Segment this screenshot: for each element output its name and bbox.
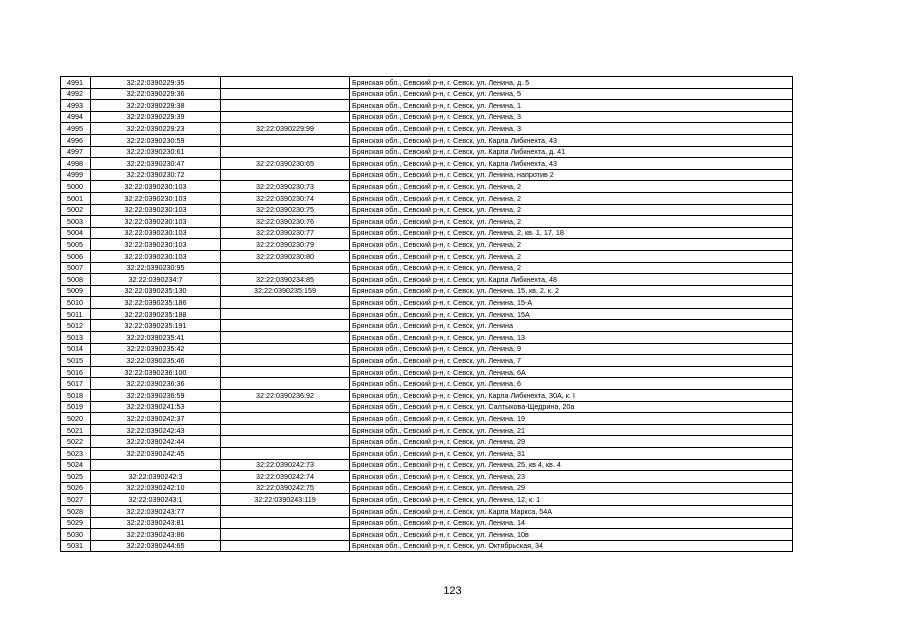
cadastral-number-cell: 32:22:0390229:39 bbox=[91, 111, 221, 123]
address-cell: Брянская обл., Севский р-н, г. Севск, ул. Карла Маркса, 54А bbox=[350, 505, 793, 517]
row-number-cell: 5020 bbox=[61, 413, 91, 425]
cadastral-number-cell: 32:22:0390243:86 bbox=[91, 529, 221, 541]
address-cell: Брянская обл., Севский р-н, г. Севск, ул. Ленина, 9 bbox=[350, 343, 793, 355]
table-row bbox=[61, 343, 793, 355]
row-number-cell: 4995 bbox=[61, 123, 91, 135]
row-number-cell: 4999 bbox=[61, 169, 91, 181]
related-cadastral-number-cell bbox=[221, 413, 350, 425]
table-row bbox=[61, 216, 793, 228]
table-row bbox=[61, 320, 793, 332]
row-number-cell: 5022 bbox=[61, 436, 91, 448]
table-row bbox=[61, 482, 793, 494]
address-cell: Брянская обл., Севский р-н, г. Севск, ул. Ленина, 25, кв 4, кв. 4 bbox=[350, 459, 793, 471]
table-row bbox=[61, 146, 793, 158]
address-cell: Брянская обл., Севский р-н, г. Севск, ул. Ленина, 1 bbox=[350, 100, 793, 112]
row-number-cell: 5010 bbox=[61, 297, 91, 309]
cadastral-number-cell: 32:22:0390235:191 bbox=[91, 320, 221, 332]
row-number-cell: 5008 bbox=[61, 274, 91, 286]
address-cell: Брянская обл., Севский р-н, г. Севск, ул. Карла Либкнехта, 43 bbox=[350, 158, 793, 170]
row-number-cell: 5027 bbox=[61, 494, 91, 506]
row-number-cell: 5016 bbox=[61, 366, 91, 378]
row-number-cell: 5029 bbox=[61, 517, 91, 529]
cadastral-number-cell: 32:22:0390236:100 bbox=[91, 366, 221, 378]
row-number-cell: 5028 bbox=[61, 505, 91, 517]
address-cell: Брянская обл., Севский р-н, г. Севск, ул. Карла Либкнехта, 30А, к. I bbox=[350, 390, 793, 402]
table-row bbox=[61, 424, 793, 436]
row-number-cell: 5030 bbox=[61, 529, 91, 541]
related-cadastral-number-cell bbox=[221, 134, 350, 146]
table-row bbox=[61, 204, 793, 216]
address-cell: Брянская обл., Севский р-н, г. Севск, ул. Карла Либкнехта, д. 41 bbox=[350, 146, 793, 158]
related-cadastral-number-cell bbox=[221, 146, 350, 158]
row-number-cell: 4992 bbox=[61, 88, 91, 100]
table-row bbox=[61, 459, 793, 471]
address-cell: Брянская обл., Севский р-н, г. Севск, ул. Ленина, 23 bbox=[350, 471, 793, 483]
address-cell: Брянская обл., Севский р-н, г. Севск, ул. Салтыкова-Щедрина, 20а bbox=[350, 401, 793, 413]
row-number-cell: 5018 bbox=[61, 390, 91, 402]
row-number-cell: 5021 bbox=[61, 424, 91, 436]
row-number-cell: 5015 bbox=[61, 355, 91, 367]
table-row bbox=[61, 227, 793, 239]
table-row bbox=[61, 297, 793, 309]
related-cadastral-number-cell: 32:22:0390242:75 bbox=[221, 482, 350, 494]
related-cadastral-number-cell bbox=[221, 308, 350, 320]
row-number-cell: 5013 bbox=[61, 332, 91, 344]
related-cadastral-number-cell: 32:22:0390236:92 bbox=[221, 390, 350, 402]
related-cadastral-number-cell: 32:22:0390235:159 bbox=[221, 285, 350, 297]
related-cadastral-number-cell bbox=[221, 517, 350, 529]
row-number-cell: 5001 bbox=[61, 192, 91, 204]
related-cadastral-number-cell bbox=[221, 320, 350, 332]
address-cell: Брянская обл., Севский р-н, г. Севск, ул. Ленина, 2 bbox=[350, 216, 793, 228]
cadastral-number-cell: 32:22:0390242:43 bbox=[91, 424, 221, 436]
related-cadastral-number-cell bbox=[221, 436, 350, 448]
table-row bbox=[61, 181, 793, 193]
related-cadastral-number-cell bbox=[221, 529, 350, 541]
related-cadastral-number-cell: 32:22:0390229:99 bbox=[221, 123, 350, 135]
address-cell: Брянская обл., Севский р-н, г. Севск, ул. Ленина, 2 bbox=[350, 204, 793, 216]
address-cell: Брянская обл., Севский р-н, г. Севск, ул. Ленина, 19 bbox=[350, 413, 793, 425]
table-row bbox=[61, 390, 793, 402]
address-cell: Брянская обл., Севский р-н, г. Севск, ул. Ленина, 12, к. 1 bbox=[350, 494, 793, 506]
related-cadastral-number-cell bbox=[221, 424, 350, 436]
cadastral-number-cell: 32:22:0390235:130 bbox=[91, 285, 221, 297]
cadastral-number-cell: 32:22:0390229:36 bbox=[91, 88, 221, 100]
related-cadastral-number-cell bbox=[221, 169, 350, 181]
cadastral-number-cell: 32:22:0390230:59 bbox=[91, 134, 221, 146]
related-cadastral-number-cell: 32:22:0390242:73 bbox=[221, 459, 350, 471]
registry-table bbox=[60, 76, 793, 552]
row-number-cell: 5019 bbox=[61, 401, 91, 413]
table-row bbox=[61, 285, 793, 297]
cadastral-number-cell: 32:22:0390230:103 bbox=[91, 239, 221, 251]
cadastral-number-cell: 32:22:0390235:41 bbox=[91, 332, 221, 344]
table-row bbox=[61, 250, 793, 262]
row-number-cell: 5006 bbox=[61, 250, 91, 262]
related-cadastral-number-cell bbox=[221, 540, 350, 552]
table-row bbox=[61, 192, 793, 204]
address-cell: Брянская обл., Севский р-н, г. Севск, ул. Ленина, напротив 2 bbox=[350, 169, 793, 181]
cadastral-number-cell: 32:22:0390243:77 bbox=[91, 505, 221, 517]
row-number-cell: 5014 bbox=[61, 343, 91, 355]
cadastral-number-cell: 32:22:0390242:10 bbox=[91, 482, 221, 494]
table-row bbox=[61, 355, 793, 367]
cadastral-number-cell: 32:22:0390229:38 bbox=[91, 100, 221, 112]
cadastral-number-cell: 32:22:0390230:103 bbox=[91, 216, 221, 228]
row-number-cell: 5005 bbox=[61, 239, 91, 251]
cadastral-number-cell: 32:22:0390229:35 bbox=[91, 77, 221, 89]
address-cell: Брянская обл., Севский р-н, г. Севск, ул. Карла Либкнехта, 43 bbox=[350, 134, 793, 146]
address-cell: Брянская обл., Севский р-н, г. Севск, ул. Ленина, 13 bbox=[350, 332, 793, 344]
table-row bbox=[61, 540, 793, 552]
cadastral-number-cell: 32:22:0390230:103 bbox=[91, 204, 221, 216]
address-cell: Брянская обл., Севский р-н, г. Севск, ул. Ленина, 7 bbox=[350, 355, 793, 367]
address-cell: Брянская обл., Севский р-н, г. Севск, ул. Ленина, 3 bbox=[350, 123, 793, 135]
related-cadastral-number-cell: 32:22:0390230:79 bbox=[221, 239, 350, 251]
cadastral-number-cell: 32:22:0390230:47 bbox=[91, 158, 221, 170]
table-row bbox=[61, 308, 793, 320]
address-cell: Брянская обл., Севский р-н, г. Севск, ул. Ленина, д. 5 bbox=[350, 77, 793, 89]
address-cell: Брянская обл., Севский р-н, г. Севск, ул. Ленина, 6 bbox=[350, 378, 793, 390]
address-cell: Брянская обл., Севский р-н, г. Севск, ул. Ленина, 2 bbox=[350, 250, 793, 262]
table-row bbox=[61, 158, 793, 170]
cadastral-number-cell: 32:22:0390229:23 bbox=[91, 123, 221, 135]
address-cell: Брянская обл., Севский р-н, г. Севск, ул. Ленина, 15А bbox=[350, 308, 793, 320]
table-row bbox=[61, 471, 793, 483]
table-row bbox=[61, 436, 793, 448]
address-cell: Брянская обл., Севский р-н, г. Севск, ул. Ленина, 15, кв. 2, к. 2 bbox=[350, 285, 793, 297]
cadastral-number-cell: 32:22:0390230:103 bbox=[91, 250, 221, 262]
address-cell: Брянская обл., Севский р-н, г. Севск, ул. Ленина, 6А bbox=[350, 366, 793, 378]
cadastral-number-cell: 32:22:0390235:46 bbox=[91, 355, 221, 367]
related-cadastral-number-cell: 32:22:0390230:75 bbox=[221, 204, 350, 216]
row-number-cell: 5003 bbox=[61, 216, 91, 228]
address-cell: Брянская обл., Севский р-н, г. Севск, ул. Ленина, 10в bbox=[350, 529, 793, 541]
related-cadastral-number-cell bbox=[221, 88, 350, 100]
address-cell: Брянская обл., Севский р-н, г. Севск, ул. Ленина, 29 bbox=[350, 482, 793, 494]
cadastral-number-cell: 32:22:0390242:44 bbox=[91, 436, 221, 448]
cadastral-number-cell: 32:22:0390244:65 bbox=[91, 540, 221, 552]
related-cadastral-number-cell bbox=[221, 297, 350, 309]
table-row bbox=[61, 366, 793, 378]
table-row bbox=[61, 123, 793, 135]
cadastral-number-cell: 32:22:0390242:45 bbox=[91, 448, 221, 460]
cadastral-number-cell: 32:22:0390241:53 bbox=[91, 401, 221, 413]
related-cadastral-number-cell: 32:22:0390230:74 bbox=[221, 192, 350, 204]
row-number-cell: 5009 bbox=[61, 285, 91, 297]
cadastral-number-cell: 32:22:0390242:37 bbox=[91, 413, 221, 425]
related-cadastral-number-cell: 32:22:0390230:65 bbox=[221, 158, 350, 170]
address-cell: Брянская обл., Севский р-н, г. Севск, ул. Ленина, 29 bbox=[350, 436, 793, 448]
table-row bbox=[61, 274, 793, 286]
address-cell: Брянская обл., Севский р-н, г. Севск, ул. Ленина, 2 bbox=[350, 192, 793, 204]
table-row bbox=[61, 169, 793, 181]
cadastral-number-cell: 32:22:0390230:103 bbox=[91, 192, 221, 204]
related-cadastral-number-cell bbox=[221, 343, 350, 355]
table-row bbox=[61, 77, 793, 89]
row-number-cell: 5024 bbox=[61, 459, 91, 471]
row-number-cell: 5007 bbox=[61, 262, 91, 274]
related-cadastral-number-cell bbox=[221, 448, 350, 460]
table-row bbox=[61, 401, 793, 413]
address-cell: Брянская обл., Севский р-н, г. Севск, ул. Ленина, 15-А bbox=[350, 297, 793, 309]
related-cadastral-number-cell: 32:22:0390230:73 bbox=[221, 181, 350, 193]
related-cadastral-number-cell: 32:22:0390243:119 bbox=[221, 494, 350, 506]
related-cadastral-number-cell: 32:22:0390230:80 bbox=[221, 250, 350, 262]
registry-table-body bbox=[61, 77, 793, 552]
address-cell: Брянская обл., Севский р-н, г. Севск, ул. Ленина, 31 bbox=[350, 448, 793, 460]
address-cell: Брянская обл., Севский р-н, г. Севск, ул. Ленина, 14 bbox=[350, 517, 793, 529]
row-number-cell: 4993 bbox=[61, 100, 91, 112]
row-number-cell: 5012 bbox=[61, 320, 91, 332]
row-number-cell: 4991 bbox=[61, 77, 91, 89]
related-cadastral-number-cell bbox=[221, 111, 350, 123]
row-number-cell: 5000 bbox=[61, 181, 91, 193]
table-row bbox=[61, 239, 793, 251]
cadastral-number-cell: 32:22:0390234:7 bbox=[91, 274, 221, 286]
row-number-cell: 5025 bbox=[61, 471, 91, 483]
table-row bbox=[61, 134, 793, 146]
address-cell: Брянская обл., Севский р-н, г. Севск, ул. Ленина, 2 bbox=[350, 262, 793, 274]
cadastral-number-cell: 32:22:0390242:3 bbox=[91, 471, 221, 483]
cadastral-number-cell bbox=[91, 459, 221, 471]
related-cadastral-number-cell bbox=[221, 378, 350, 390]
row-number-cell: 5017 bbox=[61, 378, 91, 390]
related-cadastral-number-cell: 32:22:0390234:85 bbox=[221, 274, 350, 286]
related-cadastral-number-cell bbox=[221, 262, 350, 274]
cadastral-number-cell: 32:22:0390243:81 bbox=[91, 517, 221, 529]
row-number-cell: 4997 bbox=[61, 146, 91, 158]
row-number-cell: 5026 bbox=[61, 482, 91, 494]
related-cadastral-number-cell bbox=[221, 505, 350, 517]
address-cell: Брянская обл., Севский р-н, г. Севск, ул. Ленина, 2 bbox=[350, 239, 793, 251]
row-number-cell: 5023 bbox=[61, 448, 91, 460]
related-cadastral-number-cell bbox=[221, 355, 350, 367]
row-number-cell: 5031 bbox=[61, 540, 91, 552]
address-cell: Брянская обл., Севский р-н, г. Севск, ул. Ленина, 2, кв. 1, 17, 18 bbox=[350, 227, 793, 239]
related-cadastral-number-cell: 32:22:0390230:76 bbox=[221, 216, 350, 228]
cadastral-number-cell: 32:22:0390230:95 bbox=[91, 262, 221, 274]
cadastral-number-cell: 32:22:0390230:61 bbox=[91, 146, 221, 158]
related-cadastral-number-cell bbox=[221, 77, 350, 89]
row-number-cell: 4994 bbox=[61, 111, 91, 123]
table-row bbox=[61, 413, 793, 425]
table-row bbox=[61, 111, 793, 123]
cadastral-number-cell: 32:22:0390243:1 bbox=[91, 494, 221, 506]
address-cell: Брянская обл., Севский р-н, г. Севск, ул. Ленина, 3 bbox=[350, 111, 793, 123]
table-row bbox=[61, 378, 793, 390]
row-number-cell: 5002 bbox=[61, 204, 91, 216]
cadastral-number-cell: 32:22:0390235:42 bbox=[91, 343, 221, 355]
row-number-cell: 4998 bbox=[61, 158, 91, 170]
table-row bbox=[61, 448, 793, 460]
table-row bbox=[61, 494, 793, 506]
cadastral-number-cell: 32:22:0390235:186 bbox=[91, 297, 221, 309]
table-row bbox=[61, 100, 793, 112]
address-cell: Брянская обл., Севский р-н, г. Севск, ул. Ленина, 2 bbox=[350, 181, 793, 193]
address-cell: Брянская обл., Севский р-н, г. Севск, ул. Ленина bbox=[350, 320, 793, 332]
address-cell: Брянская обл., Севский р-н, г. Севск, ул. Карла Либкнехта, 48 bbox=[350, 274, 793, 286]
row-number-cell: 4996 bbox=[61, 134, 91, 146]
page-number: 123 bbox=[443, 585, 462, 597]
cadastral-number-cell: 32:22:0390236:59 bbox=[91, 390, 221, 402]
related-cadastral-number-cell bbox=[221, 332, 350, 344]
address-cell: Брянская обл., Севский р-н, г. Севск, ул. Октябрьская, 34 bbox=[350, 540, 793, 552]
related-cadastral-number-cell bbox=[221, 401, 350, 413]
row-number-cell: 5011 bbox=[61, 308, 91, 320]
related-cadastral-number-cell bbox=[221, 100, 350, 112]
related-cadastral-number-cell: 32:22:0390242:74 bbox=[221, 471, 350, 483]
related-cadastral-number-cell bbox=[221, 366, 350, 378]
cadastral-number-cell: 32:22:0390230:103 bbox=[91, 227, 221, 239]
table-row bbox=[61, 517, 793, 529]
row-number-cell: 5004 bbox=[61, 227, 91, 239]
cadastral-number-cell: 32:22:0390230:103 bbox=[91, 181, 221, 193]
related-cadastral-number-cell: 32:22:0390230:77 bbox=[221, 227, 350, 239]
cadastral-number-cell: 32:22:0390235:188 bbox=[91, 308, 221, 320]
table-row bbox=[61, 505, 793, 517]
address-cell: Брянская обл., Севский р-н, г. Севск, ул. Ленина, 5 bbox=[350, 88, 793, 100]
cadastral-number-cell: 32:22:0390236:36 bbox=[91, 378, 221, 390]
table-row bbox=[61, 88, 793, 100]
cadastral-number-cell: 32:22:0390230:72 bbox=[91, 169, 221, 181]
address-cell: Брянская обл., Севский р-н, г. Севск, ул. Ленина, 21 bbox=[350, 424, 793, 436]
table-row bbox=[61, 332, 793, 344]
table-row bbox=[61, 262, 793, 274]
table-row bbox=[61, 529, 793, 541]
